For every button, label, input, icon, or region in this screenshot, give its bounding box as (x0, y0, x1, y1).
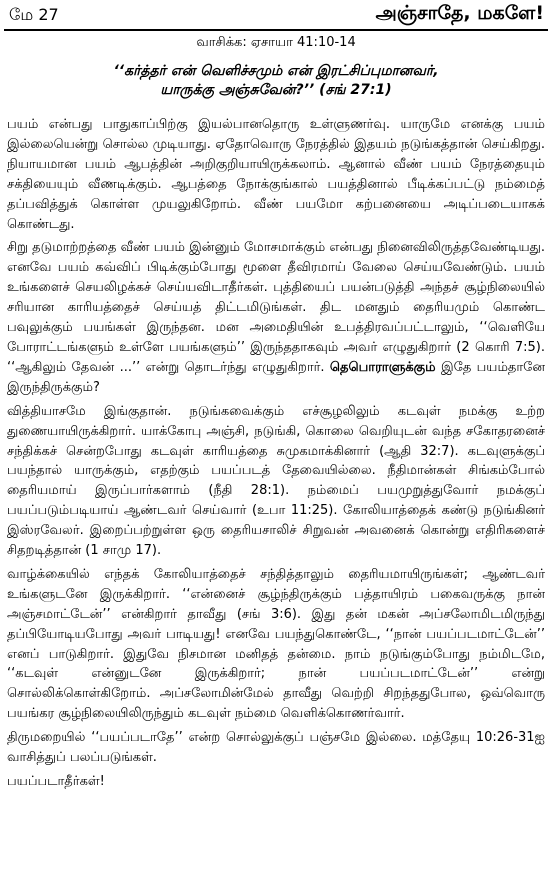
reading-reference: வாசிக்க: ஏசாயா 41:10-14 (196, 35, 356, 50)
paragraph-2-bold: தெபொராளுக்கும் (329, 359, 436, 375)
page-header (0, 0, 552, 30)
body-text (7, 115, 545, 792)
key-verse-line-1: ‘‘கர்த்தர் என் வெளிச்சமும் என் இரட்சிப்புமானவர், (113, 63, 439, 79)
paragraph-2-after: இதே பயம்தானே இருந்திருக்கும்? (7, 359, 545, 395)
key-verse (40, 62, 512, 100)
page-title: அஞ்சாதே, மகளே! (375, 2, 544, 24)
page-date: மே 27 (9, 5, 59, 24)
paragraph-4: வாழ்க்கையில் எந்தக் கோலியாத்தைச் சந்தித்தாலும் தைரியமாயிருங்கள்; ஆண்டவர் உங்களுடனே இருக்கிறார். ‘‘என்னைச் சூழ்ந்திருக்கும் பத்தாயிரம் பகைவருக்கு நான் அஞ்சமாட்டேன்’’ என்கிறார் தாவீது (சங் 3:6). இது தன் மகன் அப்சலோமிடமிருந்து தப்பியோடியபோது அவர் பாடியது! எனவே பயந்துகொண்டே, ‘‘நான் பயப்படமாட்டேன்’’ எனப் பாடுகிறார். இதுவே நிசமான மனிதத் தன்மை. நாம் நடுங்கும்போது நம்மிடமே, ‘‘கடவுள் என்னுடனே இருக்கிறார்; நான் பயப்படமாட்டேன்’’ என்று சொல்லிக்கொள்கிறோம். அப்சலோமின்மேல் தாவீது வெற்றி சிறந்ததுபோல, ஒவ்வொரு பயங்கர சூழ்நிலையிலிருந்தும் கடவுள் நம்மை வெளிக்கொணர்வார். (7, 566, 545, 722)
closing-line: பயப்படாதீர்கள்! (7, 774, 105, 789)
paragraph-2-text: சிறு தடுமாற்றத்தை வீண் பயம் இன்னும் மோசமாக்கும் என்பது நினைவிலிருத்தவேண்டியது. எனவே பயம் கவ்விப் பிடிக்கும்போது மூளை தீவிரமாய் வேலை செய்யவேண்டும். பயம் உங்களைச் செயலிழக்கச் செய்யவிடாதீர்கள். புத்தியைப் பயன்படுத்தி அந்தச் சூழ்நிலையில் சரியான காரியத்தைச் செய்யத் திட்டமிடுங்கள். திட மனதும் தைரியமும் கொண்ட பவுலுக்கும் பயங்கள் இருந்தன. மன அமைதியின் உபத்திரவப்பட்டாலும், ‘‘வெளியே போராட்டங்களும் உள்ளே பயங்களும்’’ இருந்ததாகவும் அவர் எழுதுகிறார் (2 கொரி 7:5). ‘‘ஆகிலும் தேவன் ...’’ என்று தொடர்ந்து எழுதுகிறார். (7, 240, 545, 375)
key-verse-line-2: யாருக்கு அஞ்சுவேன்?’’ (சங் 27:1) (160, 82, 392, 98)
paragraph-3: வித்தியாசமே இங்குதான். நடுங்கவைக்கும் எச்சூழலிலும் கடவுள் நமக்கு உற்ற துணையாயிருக்கிறார். யாக்கோபு அஞ்சி, நடுங்கி, கொலை வெறியுடன் வந்த சகோதரனைச் சந்திக்கச் சென்றபோது கடவுள் காரியத்தை சுமுகமாக்கினார் (ஆதி 32:7). கடவுளுக்குப் பயந்தால் யாருக்கும், எதற்கும் பயப்படத் தேவையில்லை. நீதிமான்கள் சிங்கம்போல் தைரியமாய் இருப்பார்களாம் (நீதி 28:1). நம்மைப் பயமுறுத்துவோர் நமக்குப் பயப்படும்படியாய் ஆண்டவர் செய்வார் (உபா 11:25). கோலியாத்தைக் கண்டு நடுங்கினர் இஸ்ரவேலர். இறைப்பற்றுள்ள ஒரு தைரியசாலிச் சிறுவன் அவனைக் கொன்று எதிரிகளைச் சிதறடித்தான் (1 சாமு 17). (7, 403, 545, 559)
paragraph-5: திருமறையில் ‘‘பயப்படாதே’’ என்ற சொல்லுக்குப் பஞ்சமே இல்லை. மத்தேயு 10:26-31ஐ வாசித்துப் பலப்படுங்கள். (7, 730, 545, 766)
paragraph-2 (7, 238, 545, 397)
paragraph-1: பயம் என்பது பாதுகாப்பிற்கு இயல்பானதொரு உள்ளுணர்வு. யாருமே எனக்கு பயம் இல்லையென்று சொல்ல முடியாது. ஏதோவொரு நேரத்தில் இதயம் நடுங்கத்தான் செய்கிறது. நியாயமான பயம் ஆபத்தின் அறிகுறியாயிருக்கலாம். ஆனால் வீண் பயம் நேரத்தையும் சக்தியையும் வீணடிக்கும். ஆபத்தை நோக்குங்கால் பயத்தினால் பீடிக்கப்பட்டு நம்மைத் தப்பவித்துக் கொள்ள முயலுகிறோம். வீண் பயமோ கற்பனையை அடிப்படையாகக் கொண்டது. (7, 117, 545, 232)
header-divider (4, 29, 548, 31)
